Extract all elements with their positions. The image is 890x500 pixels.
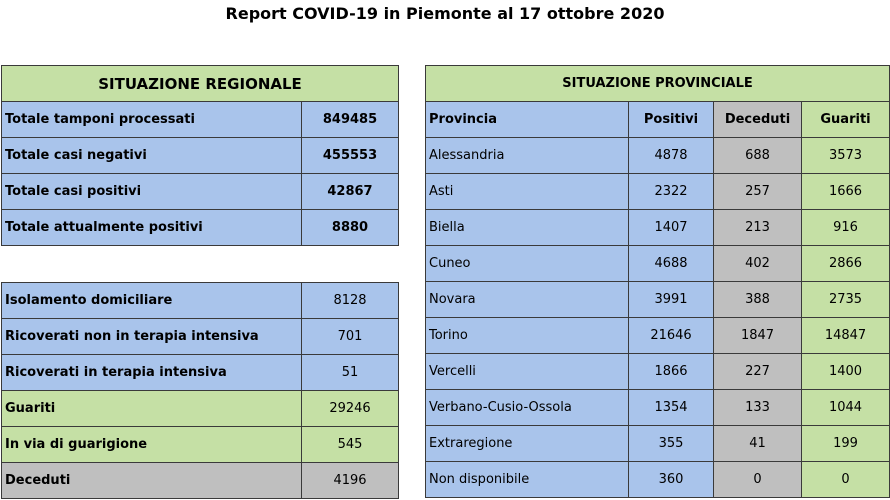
deceduti-value: 0	[714, 462, 802, 498]
table-row	[2, 210, 399, 246]
provincial-column-headers	[426, 102, 890, 138]
positivi-value: 1866	[629, 354, 714, 390]
table-row	[2, 283, 399, 319]
table-row	[426, 138, 890, 174]
deceduti-value: 213	[714, 210, 802, 246]
row-value: 545	[302, 427, 399, 463]
guariti-value: 0	[802, 462, 890, 498]
province-name: Torino	[426, 318, 629, 354]
table-row	[2, 391, 399, 427]
row-label: Totale casi negativi	[2, 138, 302, 174]
positivi-value: 2322	[629, 174, 714, 210]
deceduti-value: 257	[714, 174, 802, 210]
row-value: 455553	[302, 138, 399, 174]
table-row	[426, 318, 890, 354]
guariti-value: 916	[802, 210, 890, 246]
row-label: Guariti	[2, 391, 302, 427]
province-name: Vercelli	[426, 354, 629, 390]
guariti-value: 199	[802, 426, 890, 462]
row-label: Ricoverati non in terapia intensiva	[2, 319, 302, 355]
positivi-value: 3991	[629, 282, 714, 318]
row-label: Isolamento domiciliare	[2, 283, 302, 319]
table-row	[426, 210, 890, 246]
row-label: Ricoverati in terapia intensiva	[2, 355, 302, 391]
province-name: Asti	[426, 174, 629, 210]
guariti-value: 1666	[802, 174, 890, 210]
deceduti-value: 133	[714, 390, 802, 426]
row-value: 51	[302, 355, 399, 391]
provincial-rows	[426, 138, 890, 498]
guariti-value: 2866	[802, 246, 890, 282]
column-header-deceduti: Deceduti	[714, 102, 802, 138]
deceduti-value: 388	[714, 282, 802, 318]
deceduti-value: 41	[714, 426, 802, 462]
positivi-value: 4878	[629, 138, 714, 174]
guariti-value: 3573	[802, 138, 890, 174]
positivi-value: 21646	[629, 318, 714, 354]
table-row	[426, 174, 890, 210]
table-row	[2, 463, 399, 499]
column-header-positivi: Positivi	[629, 102, 714, 138]
table-row	[426, 354, 890, 390]
guariti-value: 2735	[802, 282, 890, 318]
table-row	[426, 390, 890, 426]
row-value: 849485	[302, 102, 399, 138]
row-label: Totale tamponi processati	[2, 102, 302, 138]
table-row	[2, 102, 399, 138]
guariti-value: 1400	[802, 354, 890, 390]
provincial-table	[425, 65, 890, 498]
regional-header: SITUAZIONE REGIONALE	[2, 66, 399, 102]
row-value: 42867	[302, 174, 399, 210]
column-header-provincia: Provincia	[426, 102, 629, 138]
province-name: Novara	[426, 282, 629, 318]
deceduti-value: 402	[714, 246, 802, 282]
province-name: Biella	[426, 210, 629, 246]
positivi-value: 1407	[629, 210, 714, 246]
deceduti-value: 227	[714, 354, 802, 390]
province-name: Alessandria	[426, 138, 629, 174]
guariti-value: 1044	[802, 390, 890, 426]
table-row	[426, 246, 890, 282]
province-name: Extraregione	[426, 426, 629, 462]
positivi-value: 355	[629, 426, 714, 462]
regional-details-table	[1, 282, 399, 499]
row-value: 4196	[302, 463, 399, 499]
row-value: 29246	[302, 391, 399, 427]
province-name: Verbano-Cusio-Ossola	[426, 390, 629, 426]
row-value: 8880	[302, 210, 399, 246]
table-row	[426, 462, 890, 498]
row-value: 701	[302, 319, 399, 355]
report-title: Report COVID-19 in Piemonte al 17 ottobre 2020	[225, 4, 665, 23]
table-row	[2, 427, 399, 463]
guariti-value: 14847	[802, 318, 890, 354]
provincial-header: SITUAZIONE PROVINCIALE	[426, 66, 890, 102]
table-row	[426, 282, 890, 318]
row-label: Totale casi positivi	[2, 174, 302, 210]
province-name: Cuneo	[426, 246, 629, 282]
positivi-value: 360	[629, 462, 714, 498]
column-header-guariti: Guariti	[802, 102, 890, 138]
table-row	[2, 355, 399, 391]
deceduti-value: 688	[714, 138, 802, 174]
province-name: Non disponibile	[426, 462, 629, 498]
positivi-value: 4688	[629, 246, 714, 282]
positivi-value: 1354	[629, 390, 714, 426]
row-label: In via di guarigione	[2, 427, 302, 463]
row-value: 8128	[302, 283, 399, 319]
deceduti-value: 1847	[714, 318, 802, 354]
table-row	[426, 426, 890, 462]
table-row	[2, 174, 399, 210]
row-label: Deceduti	[2, 463, 302, 499]
table-row	[2, 138, 399, 174]
row-label: Totale attualmente positivi	[2, 210, 302, 246]
table-row	[2, 319, 399, 355]
regional-summary-table	[1, 65, 399, 246]
